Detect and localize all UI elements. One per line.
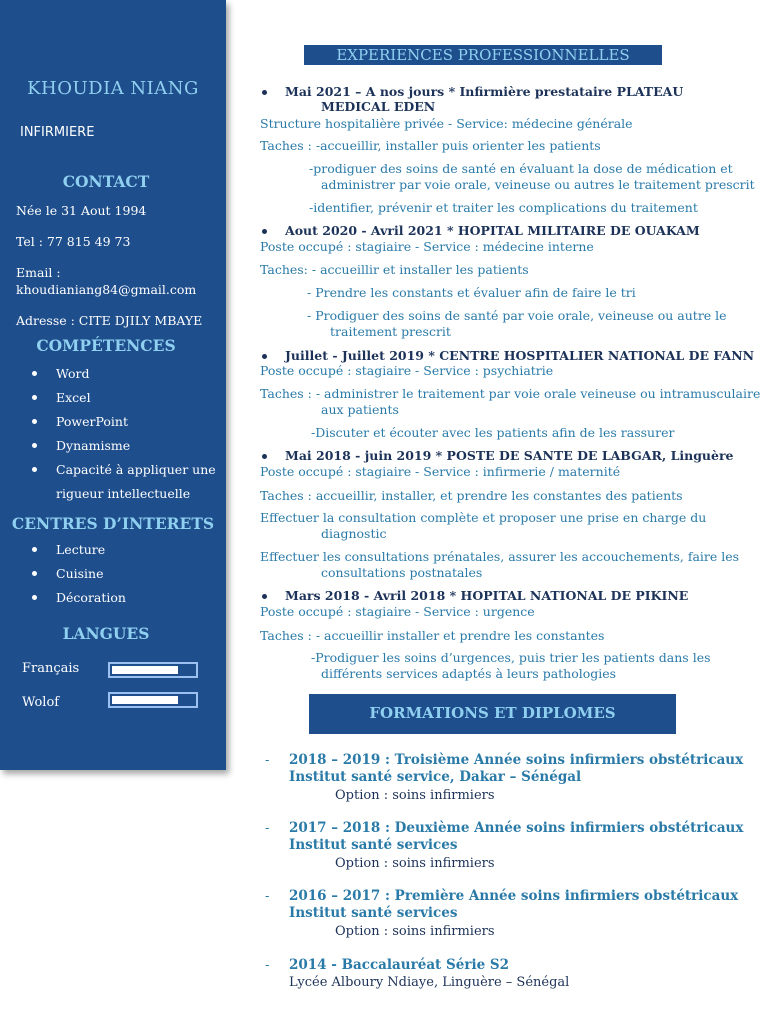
contact-email: khoudianiang84@gmail.com bbox=[16, 282, 197, 297]
language-name: Français bbox=[22, 661, 80, 676]
job-line: consultations postnatales bbox=[321, 565, 483, 580]
formations-heading: FORMATIONS ET DIPLOMES bbox=[309, 694, 676, 734]
job-line: Taches : - accueillir installer et prendre les constantes bbox=[260, 628, 605, 643]
job-line: Taches : - administrer le traitement par voie orale veineuse ou intramusculaire bbox=[260, 386, 761, 401]
bullet-icon bbox=[262, 354, 267, 359]
language-name: Wolof bbox=[22, 695, 60, 710]
language-level-bar bbox=[108, 662, 198, 678]
job-title: Mars 2018 - Avril 2018 * HOPITAL NATIONAL DE PIKINE bbox=[285, 588, 689, 603]
formation-school: Institut santé services bbox=[289, 905, 458, 921]
job-line: - Prodiguer des soins de santé par voie orale, veineuse ou autre le bbox=[307, 308, 727, 323]
dash-icon: - bbox=[265, 753, 270, 768]
skill-item: Capacité à appliquer une bbox=[30, 458, 216, 482]
bullet-icon bbox=[262, 594, 267, 599]
interests-list bbox=[30, 538, 126, 610]
bullet-icon bbox=[262, 229, 267, 234]
formation-school: Lycée Alboury Ndiaye, Linguère – Sénégal bbox=[289, 975, 570, 990]
formation-option: Option : soins infirmiers bbox=[335, 788, 495, 803]
formation-title: 2018 – 2019 : Troisième Année soins infirmiers obstétricaux bbox=[289, 752, 744, 768]
contact-tel: Tel : 77 815 49 73 bbox=[16, 234, 131, 249]
contact-email-label: Email : bbox=[16, 265, 61, 280]
contact-address: Adresse : CITE DJILY MBAYE bbox=[16, 313, 203, 328]
skills-list bbox=[30, 362, 216, 482]
dash-icon: - bbox=[265, 889, 270, 904]
formation-option: Option : soins infirmiers bbox=[335, 924, 495, 939]
candidate-role: INFIRMIERE bbox=[20, 125, 95, 140]
formation-option: Option : soins infirmiers bbox=[335, 856, 495, 871]
job-line: - Prendre les constants et évaluer afin de faire le tri bbox=[307, 285, 636, 300]
job-line: Structure hospitalière privée - Service: médecine générale bbox=[260, 116, 633, 131]
job-line: Poste occupé : stagiaire - Service : urgence bbox=[260, 604, 535, 619]
job-title: Aout 2020 - Avril 2021 * HOPITAL MILITAIRE DE OUAKAM bbox=[285, 223, 700, 238]
contact-heading: CONTACT bbox=[62, 172, 150, 191]
job-line: Poste occupé : stagiaire - Service : médecine interne bbox=[260, 239, 594, 254]
contact-birth: Née le 31 Aout 1994 bbox=[16, 203, 147, 218]
job-line: Taches: - accueillir et installer les patients bbox=[260, 262, 529, 277]
formation-title: 2016 – 2017 : Première Année soins infirmiers obstétricaux bbox=[289, 888, 739, 904]
languages-heading: LANGUES bbox=[62, 624, 150, 643]
job-line: aux patients bbox=[321, 402, 399, 417]
experience-heading: EXPERIENCES PROFESSIONNELLES bbox=[304, 45, 662, 65]
formation-title: 2014 - Baccalauréat Série S2 bbox=[289, 957, 510, 973]
job-line: -Discuter et écouter avec les patients afin de les rassurer bbox=[311, 425, 675, 440]
language-level-fill bbox=[112, 696, 178, 704]
job-line: -prodiguer des soins de santé en évaluant la dose de médication et bbox=[309, 161, 733, 176]
job-title-cont: MEDICAL EDEN bbox=[321, 99, 436, 114]
job-line: -identifier, prévenir et traiter les complications du traitement bbox=[309, 200, 698, 215]
interest-item: Décoration bbox=[30, 586, 126, 610]
skill-item: PowerPoint bbox=[30, 410, 216, 434]
job-line: Taches : -accueillir, installer puis orienter les patients bbox=[260, 138, 601, 153]
interest-item: Lecture bbox=[30, 538, 126, 562]
job-title: Mai 2021 – A nos jours * Infirmière prestataire PLATEAU bbox=[285, 84, 684, 99]
interests-heading: CENTRES D’INTERETS bbox=[11, 514, 215, 533]
job-title: Juillet - Juillet 2019 * CENTRE HOSPITALIER NATIONAL DE FANN bbox=[285, 348, 755, 363]
job-line: différents services adaptés à leurs pathologies bbox=[321, 666, 617, 681]
job-line: Poste occupé : stagiaire - Service : infirmerie / maternité bbox=[260, 464, 621, 479]
job-line: diagnostic bbox=[321, 526, 387, 541]
job-line: Effectuer la consultation complète et proposer une prise en charge du bbox=[260, 510, 707, 525]
dash-icon: - bbox=[265, 821, 270, 836]
dash-icon: - bbox=[265, 958, 270, 973]
candidate-name: KHOUDIA NIANG bbox=[27, 78, 199, 99]
job-line: traitement prescrit bbox=[330, 324, 451, 339]
skill-item-continued: rigueur intellectuelle bbox=[56, 486, 191, 501]
bullet-icon bbox=[262, 454, 267, 459]
job-line: Taches : accueillir, installer, et prendre les constantes des patients bbox=[260, 488, 683, 503]
job-line: Effectuer les consultations prénatales, assurer les accouchements, faire les bbox=[260, 549, 740, 564]
job-line: Poste occupé : stagiaire - Service : psychiatrie bbox=[260, 363, 554, 378]
formation-school: Institut santé services bbox=[289, 837, 458, 853]
job-title: Mai 2018 - juin 2019 * POSTE DE SANTE DE LABGAR, Linguère bbox=[285, 448, 734, 463]
language-level-fill bbox=[112, 666, 178, 674]
skill-item: Excel bbox=[30, 386, 216, 410]
job-line: -Prodiguer les soins d’urgences, puis trier les patients dans les bbox=[311, 650, 711, 665]
interest-item: Cuisine bbox=[30, 562, 126, 586]
skill-item: Word bbox=[30, 362, 216, 386]
skill-item: Dynamisme bbox=[30, 434, 216, 458]
sidebar bbox=[0, 0, 226, 770]
language-level-bar bbox=[108, 692, 198, 708]
job-line: administrer par voie orale, veineuse ou autres le traitement prescrit bbox=[321, 177, 755, 192]
formation-school: Institut santé service, Dakar – Sénégal bbox=[289, 769, 582, 785]
bullet-icon bbox=[262, 90, 267, 95]
skills-heading: COMPÉTENCES bbox=[36, 336, 176, 355]
formation-title: 2017 – 2018 : Deuxième Année soins infirmiers obstétricaux bbox=[289, 820, 744, 836]
